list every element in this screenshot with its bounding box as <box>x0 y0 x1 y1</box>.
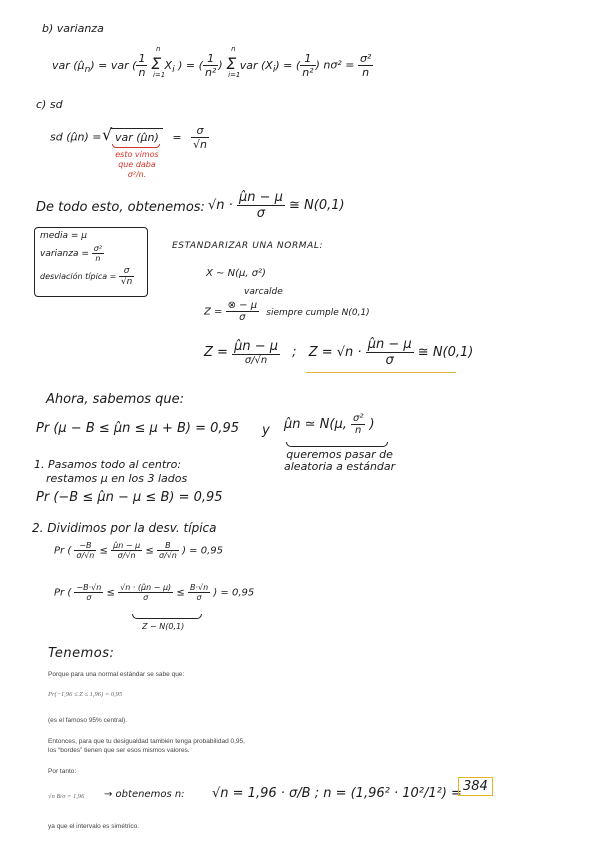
final-answer-box: 384 <box>458 777 493 796</box>
step1-prob: Pr (−B ≤ μ̂n − μ ≤ B) = 0,95 <box>36 490 223 505</box>
final-eq: √n = 1,96 · σ/B ; n = (1,96² · 10²/1²) = <box>212 786 462 801</box>
ahora-dist: μ̂n ≃ N(μ, $\frac{\text{σ²}}{n}$ ) <box>284 413 375 436</box>
tenemos-p1: Porque para una normal estándar se sabe que: <box>48 671 185 678</box>
estandarizar-line1: X ∼ N(μ, σ²) <box>206 268 266 279</box>
z2-formula: Z = $\frac{\mûn - \mu}{\sigma/√n}$ ; Z = √n · $\frac{\mûn - \mu}{\sigma}$ ≅ N(0,1) <box>204 337 474 368</box>
highlight-underline <box>306 372 456 373</box>
summary-desv: desviación típica = $\frac{\sigma}{√n}$ <box>40 266 133 287</box>
tenemos-p1-formula: Pr(−1,96 ≤ Z ≤ 1,96) = 0,95 <box>48 691 123 698</box>
step2-title: 2. Dividimos por la desv. típica <box>32 521 217 535</box>
step2-line2: Pr ( $\frac{-B\cdot√n}{\sigma}$ ≤ $\frac{√n \cdot (\mûn - \mu)}{\sigma}$ ≤ $\frac{B\cdot√n}{\sigma}$ ) = 0,95 <box>54 583 255 602</box>
step1-subtitle: restamos μ en los 3 lados <box>46 472 188 485</box>
de-todo-formula: √n · $\frac{\mûn - \mu}{\sigma}$ ≅ N(0,1) <box>208 190 345 221</box>
section-b-label: b) varianza <box>42 22 104 35</box>
red-note: esto vimos que daba σ²/n. <box>115 150 159 179</box>
ahora-text: Ahora, sabemos que: <box>46 392 185 407</box>
ahora-prob: Pr (μ − B ≤ μ̂n ≤ μ + B) = 0,95 <box>36 421 240 436</box>
ahora-y: y <box>262 423 270 438</box>
section-c-label: c) sd <box>36 98 63 111</box>
section-b-formula: var $(\mû_n)$ = var ( $\frac{1}{n}$ Σ n i=1 $X_i$ ) = ( $\frac{1}{\text{n²}}$ ) Σ n i=1 var $(X_i)$ = ( $\frac{1}{\text{n²}}$ ) nσ² = $\frac{\text{σ²}}{n}$ <box>52 44 372 79</box>
step2-brace <box>132 614 202 619</box>
de-todo-text: De todo esto, obtenemos: <box>36 200 205 215</box>
z-formula: Z = $\frac{\otimes - \mu}{\sigma}$ siempre cumple N(0,1) <box>204 300 370 323</box>
sum-top: n <box>155 44 161 53</box>
tenemos-p4: Por tanto: <box>48 768 77 775</box>
summary-varianza: varianza = $\frac{\text{σ²}}{n}$ <box>40 244 103 263</box>
estandarizar-title: ESTANDARIZAR UNA NORMAL: <box>172 241 324 251</box>
ahora-brace <box>286 442 388 447</box>
ahora-note: queremos pasar de aleatoria a estándar <box>284 448 396 473</box>
red-brace <box>112 144 160 148</box>
summary-media: media = μ <box>40 231 88 241</box>
varcalc-note: varcalde <box>244 287 283 297</box>
sum-bottom: i=1 <box>152 70 166 79</box>
final-typed-formula: √n B/σ = 1,96 <box>48 793 85 800</box>
step2-line1: Pr ( $\frac{-B}{\sigma/√n}$ ≤ $\frac{\mûn - \mu}{\sigma/√n}$ ≤ $\frac{B}{\sigma/√n}$ ) = 0,95 <box>54 541 223 560</box>
tenemos-p2: (es el famoso 95% central). <box>48 717 128 724</box>
step2-brace-label: Z ∼ N(0,1) <box>142 622 185 631</box>
final-hw: → obtenemos n: <box>104 789 185 800</box>
tenemos-p5: ya que el intervalo es simétrico. <box>48 823 140 830</box>
step1-title: 1. Pasamos todo al centro: <box>34 458 182 471</box>
tenemos-p3: Entonces, para que tu desigualdad también tenga probabilidad 0,95, los “bordes” tienen que ser esos mismos valores. <box>48 738 245 754</box>
tenemos-title: Tenemos: <box>48 646 115 661</box>
section-c-formula: sd (μ̂n) = √ var (μ̂n) = $\frac{\sigma}{√n}$ <box>50 124 208 151</box>
